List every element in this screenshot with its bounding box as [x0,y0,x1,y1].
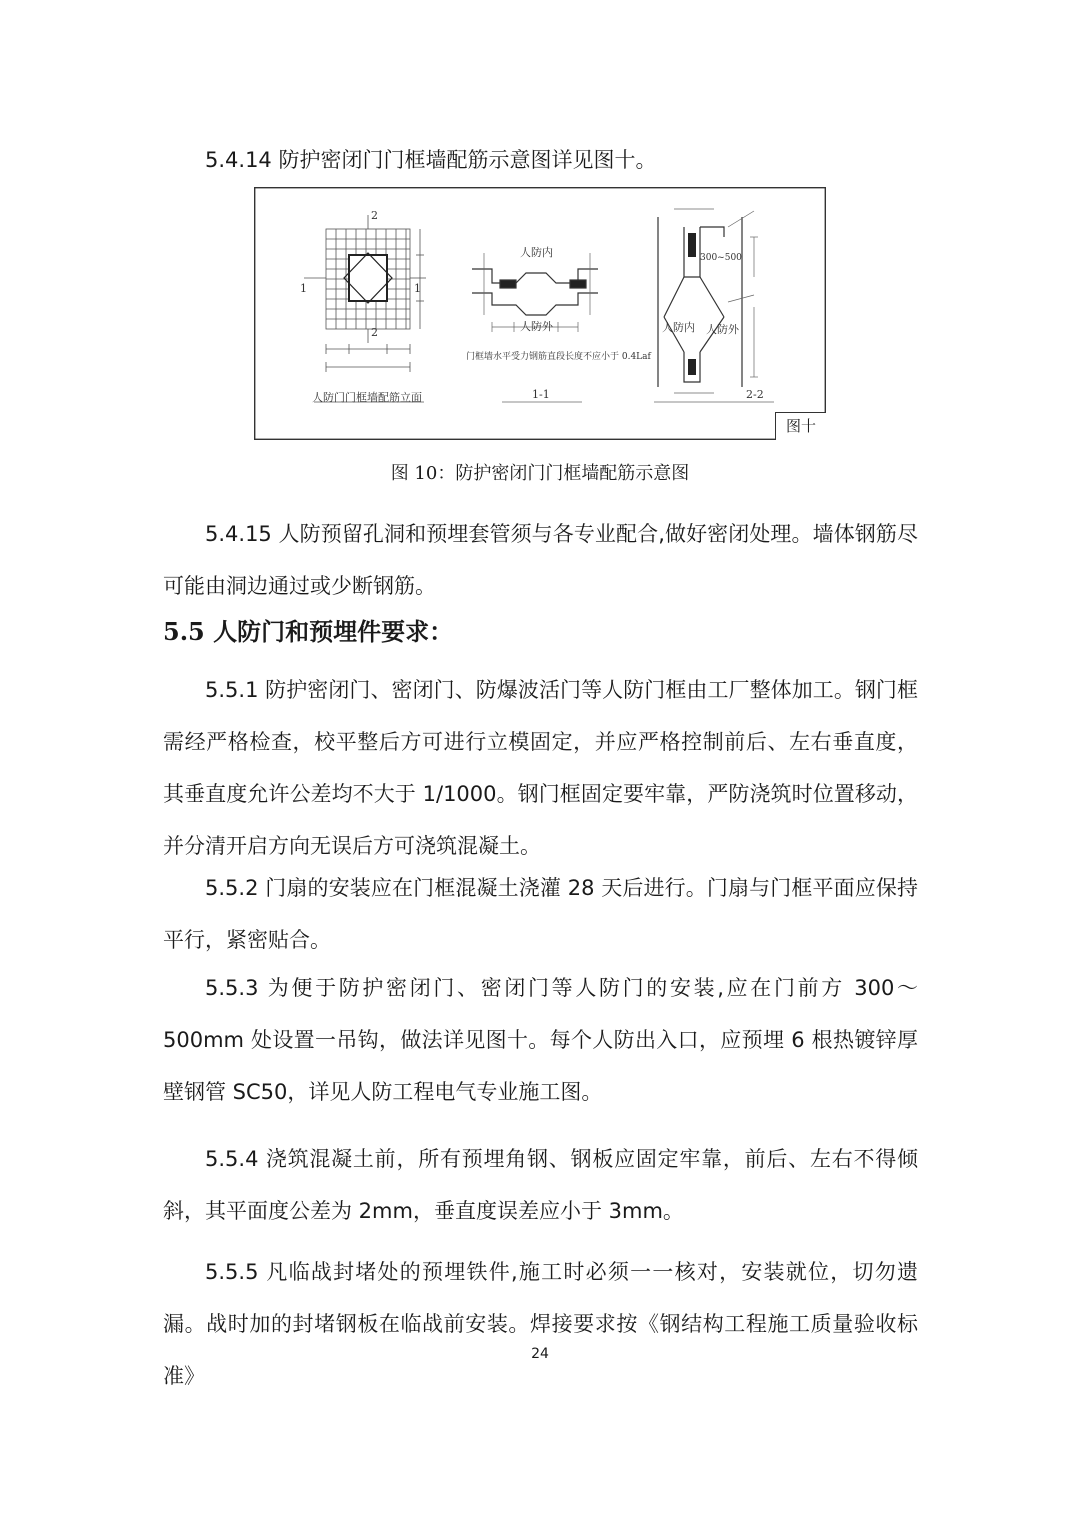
section-1-1-inner-label: 人防内 [520,246,553,259]
paragraph-5-4-14: 5.4.14 防护密闭门门框墙配筋示意图详见图十。 [205,148,657,172]
section-2-2-inner-label: 人防内 [662,321,695,334]
paragraph-5-5-2: 5.5.2 门扇的安装应在门框混凝土浇灌 28 天后进行。门扇与门框平面应保持平行，紧密贴合。 [163,876,918,952]
paragraph-5-5-5: 5.5.5 凡临战封堵处的预埋铁件,施工时必须一一核对，安装就位，切勿遗漏。战时加的封堵钢板在临战前安装。焊接要求按《钢结构工程施工质量验收标准》 [163,1260,918,1388]
elevation-mark-top: 2 [371,209,378,222]
paragraph-5-4-15: 5.4.15 人防预留孔洞和预埋套管须与各专业配合,做好密闭处理。墙体钢筋尽可能由洞边通过或少断钢筋。 [163,522,918,598]
paragraph-5-5-3: 5.5.3 为便于防护密闭门、密闭门等人防门的安装,应在门前方 300～500mm 处设置一吊钩，做法详见图十。每个人防出入口，应预埋 6 根热镀锌厚壁钢管 SC50，详见人防工程电气专业施工图。 [163,976,918,1104]
section-1-1-subtitle: 1-1 [532,388,550,401]
elevation-mark-left: 1 [300,282,307,295]
paragraph-5-5-1: 5.5.1 防护密闭门、密闭门、防爆波活门等人防门框由工厂整体加工。钢门框需经严格检查，校平整后方可进行立模固定，并应严格控制前后、左右垂直度，其垂直度允许公差均不大于 1/1000。钢门框固定要牢靠，严防浇筑时位置移动，并分清开启方向无误后方可浇筑混凝土。 [163,678,918,858]
figure-10-drawing [254,187,826,440]
paragraph-5-5-4: 5.5.4 浇筑混凝土前，所有预埋角钢、钢板应固定牢靠，前后、左右不得倾斜，其平面度公差为 2mm，垂直度误差应小于 3mm。 [163,1147,918,1223]
elevation-subtitle: 人防门门框墙配筋立面 [312,391,422,404]
figure-label: 图十 [775,412,826,440]
figure-caption: 图 10：防护密闭门门框墙配筋示意图 [390,463,690,484]
page-number: 24 [531,1346,549,1362]
section-2-2-subtitle: 2-2 [746,388,764,401]
section-2-2-outer-label: 人防外 [706,323,739,336]
elevation-mark-bottom: 2 [371,326,378,339]
section-2-2-dim: 300~500 [700,253,742,263]
section-1-1-note: 门框墙水平受力钢筋直段长度不应小于 0.4Laf [466,352,651,362]
section-heading-5-5: 5.5 人防门和预埋件要求： [163,617,454,646]
elevation-mark-right: 1 [414,282,421,295]
section-1-1-outer-label: 人防外 [520,320,553,333]
